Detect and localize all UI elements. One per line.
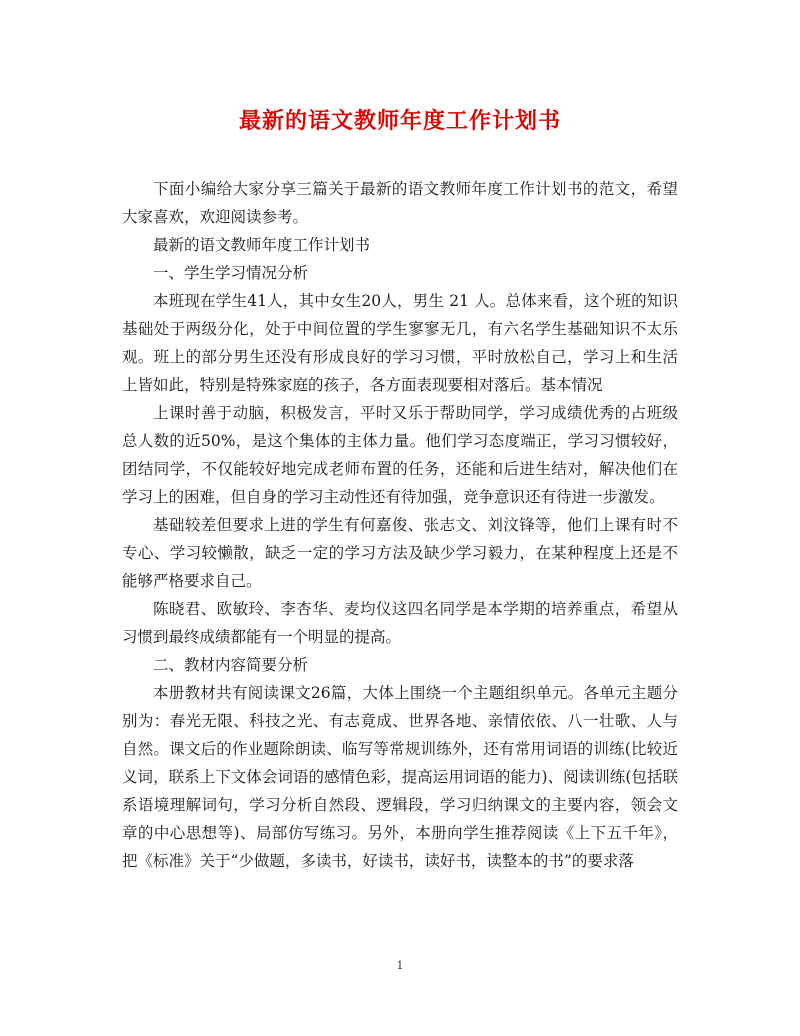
body-paragraph: 陈晓君、欧敏玲、李杏华、麦均仪这四名同学是本学期的培养重点，希望从习惯到最终成绩都能有一个明显的提高。 [122, 600, 678, 646]
body-paragraph: 本班现在学生41人，其中女生20人，男生 21 人。总体来看，这个班的知识基础处于两级分化，处于中间位置的学生寥寥无几，有六名学生基础知识不太乐观。班上的部分男生还没有形成良好的学习习惯，平时放松自己，学习上和生活上皆如此，特别是特殊家庭的孩子，各方面表现要相对落后。基本情况 [122, 292, 678, 394]
document-title: 最新的语文教师年度工作计划书 [238, 108, 561, 134]
document-body [122, 175, 678, 875]
body-paragraph: 上课时善于动脑，积极发言，平时又乐于帮助同学，学习成绩优秀的占班级总人数的近50%，是这个集体的主体力量。他们学习态度端正，学习习惯较好，团结同学，不仅能较好地完成老师布置的任务，还能和后进生结对，解决他们在学习上的困难，但自身的学习主动性还有待加强，竞争意识还有待进一步激发。 [122, 404, 678, 506]
body-paragraph: 基础较差但要求上进的学生有何嘉俊、张志文、刘汶锋等，他们上课有时不专心、学习较懒散，缺乏一定的学习方法及缺少学习毅力，在某种程度上还是不能够严格要求自己。 [122, 516, 678, 590]
section-heading-student-analysis: 一、学生学习情况分析 [153, 264, 309, 282]
intro-paragraph: 下面小编给大家分享三篇关于最新的语文教师年度工作计划书的范文，希望大家喜欢，欢迎阅读参考。 [122, 180, 678, 226]
section-heading-textbook-analysis: 二、教材内容简要分析 [153, 656, 309, 674]
body-paragraph: 本册教材共有阅读课文26篇，大体上围绕一个主题组织单元。各单元主题分别为：春光无限、科技之光、有志竟成、世界各地、亲情依依、八一壮歌、人与自然。课文后的作业题除朗读、临写等常规训练外，还有常用词语的训练(比较近义词，联系上下文体会词语的感情色彩，提高运用词语的能力)、阅读训练(包括联系语境理解词句，学习分析自然段、逻辑段，学习归纳课文的主要内容，领会文章的中心思想等)、局部仿写练习。另外，本册向学生推荐阅读《上下五千年》，把《标准》关于“少做题，多读书，好读书，读好书，读整本的书”的要求落 [122, 684, 678, 870]
page-number: 1 [396, 959, 404, 972]
subtitle-paragraph: 最新的语文教师年度工作计划书 [153, 236, 371, 254]
